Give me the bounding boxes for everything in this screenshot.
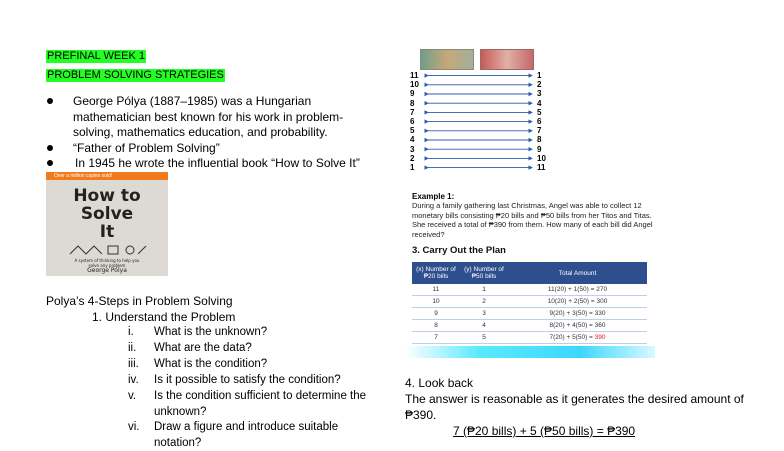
- step-item-num: vi.: [128, 421, 140, 433]
- twenty-peso-bill-image: [420, 49, 474, 70]
- step-item-num: iii.: [128, 358, 139, 370]
- cell-x: 11: [412, 284, 460, 296]
- step-item-text: Is the condition sufficient to determine the unknown?: [154, 390, 367, 418]
- left-number: 2: [410, 153, 415, 163]
- book-title-line1: How to: [73, 186, 141, 206]
- left-number: 5: [410, 126, 415, 136]
- cell-y: 3: [460, 308, 508, 320]
- header-line2: PROBLEM SOLVING STRATEGIES: [47, 69, 224, 81]
- step-item-text: What are the data?: [154, 342, 252, 354]
- matching-arrows: [424, 71, 536, 175]
- col-header-x: (x) Number of ₱20 bills: [412, 262, 460, 284]
- left-number: 1: [410, 163, 415, 173]
- table-row: [412, 308, 647, 320]
- left-number: 10: [410, 80, 419, 90]
- steps-heading: Polya’s 4-Steps in Problem Solving: [46, 294, 233, 308]
- right-number: 6: [537, 117, 542, 127]
- step-item-num: v.: [128, 390, 137, 402]
- right-number: 11: [537, 163, 546, 173]
- matching-right-column: [537, 71, 546, 172]
- left-number: 6: [410, 117, 415, 127]
- cell-y: 4: [460, 320, 508, 332]
- col-header-total: Total Amount: [508, 262, 647, 284]
- cell-x: 9: [412, 308, 460, 320]
- step-item-num: i.: [128, 326, 134, 338]
- matching-left-column: [410, 71, 419, 172]
- book-subtitle: A system of thinking to help you solve any problem: [74, 258, 140, 268]
- fifty-peso-bill-image: [480, 49, 534, 70]
- book-title-line3: It: [99, 222, 115, 242]
- step4-text: The answer is reasonable as it generates the desired amount of ₱390.: [405, 392, 744, 422]
- step-item-text: Draw a figure and introduce suitable notation?: [154, 421, 339, 449]
- step1-heading: 1. Understand the Problem: [92, 310, 236, 324]
- bullet-book: In 1945 he wrote the influential book “How to Solve It”: [75, 156, 360, 170]
- right-number: 7: [537, 126, 542, 136]
- bullet-dot: [47, 145, 53, 151]
- right-number: 9: [537, 144, 542, 154]
- step3-table: [412, 262, 647, 344]
- cell-total: 11(20) + 1(50) = 270: [508, 284, 647, 296]
- cell-total: 10(20) + 2(50) = 300: [508, 296, 647, 308]
- cell-y: 5: [460, 332, 508, 344]
- left-number: 3: [410, 144, 415, 154]
- step4-heading: 4. Look back: [405, 376, 474, 390]
- right-number: 10: [537, 153, 546, 163]
- book-author: George Pólya: [87, 267, 127, 274]
- right-number: 3: [537, 89, 542, 99]
- book-banner: Over a million copies sold!: [54, 173, 113, 179]
- left-number: 11: [410, 71, 419, 80]
- bullet-dot: [47, 160, 53, 166]
- answer-amount: 390: [594, 334, 606, 341]
- cell-x: 8: [412, 320, 460, 332]
- book-figure-icon: [68, 242, 148, 256]
- cell-total: 9(20) + 3(50) = 330: [508, 308, 647, 320]
- left-number: 8: [410, 98, 415, 108]
- cell-y: 1: [460, 284, 508, 296]
- header-line1: PREFINAL WEEK 1: [47, 50, 146, 62]
- right-number: 2: [537, 80, 542, 90]
- step-item-num: ii.: [128, 342, 137, 354]
- right-number: 5: [537, 107, 542, 117]
- right-number: 1: [537, 71, 542, 80]
- bullet-dot: [47, 98, 53, 104]
- col-header-y: (y) Number of ₱50 bills: [460, 262, 508, 284]
- step-item-text: Is it possible to satisfy the condition?: [154, 374, 341, 386]
- cell-total: 7(20) + 5(50) = 390: [508, 332, 647, 344]
- table-row: [412, 296, 647, 308]
- example-title: Example 1:: [412, 192, 455, 201]
- step4-result: 7 (₱20 bills) + 5 (₱50 bills) = ₱390: [453, 424, 636, 438]
- table-row: [412, 320, 647, 332]
- table-row: [412, 284, 647, 296]
- page-header: [46, 46, 225, 83]
- step3-heading: 3. Carry Out the Plan: [412, 245, 506, 256]
- cell-y: 2: [460, 296, 508, 308]
- right-number: 8: [537, 135, 542, 145]
- right-number: 4: [537, 98, 542, 108]
- step3-table-wrapper: [412, 262, 647, 344]
- book-cover-image: [46, 172, 168, 276]
- step-item-text: What is the unknown?: [154, 326, 268, 338]
- left-number: 4: [410, 135, 415, 145]
- cell-total: 8(20) + 4(50) = 360: [508, 320, 647, 332]
- table-row-answer: [412, 332, 647, 344]
- example-text: During a family gathering last Christmas, Angel was able to collect 12 monetary bills consisting ₱20 bills and ₱50 bills from her Titos and Titas. She received a total of ₱390 from them. How many of each bill did Angel received?: [412, 201, 653, 239]
- left-number: 7: [410, 107, 415, 117]
- book-title-line2: Solve: [80, 204, 134, 224]
- left-number: 9: [410, 89, 415, 99]
- decorative-wave: [405, 346, 655, 358]
- table-header-row: [412, 262, 647, 284]
- step-item-text: What is the condition?: [154, 358, 268, 370]
- cell-x: 10: [412, 296, 460, 308]
- step-item-num: iv.: [128, 374, 139, 386]
- bullet-polya-bio: George Pólya (1887–1985) was a Hungarian mathematician best known for his work in problem-solving, mathematics education, and probability.: [73, 94, 344, 139]
- bullet-father: “Father of Problem Solving”: [73, 141, 220, 155]
- cell-x: 7: [412, 332, 460, 344]
